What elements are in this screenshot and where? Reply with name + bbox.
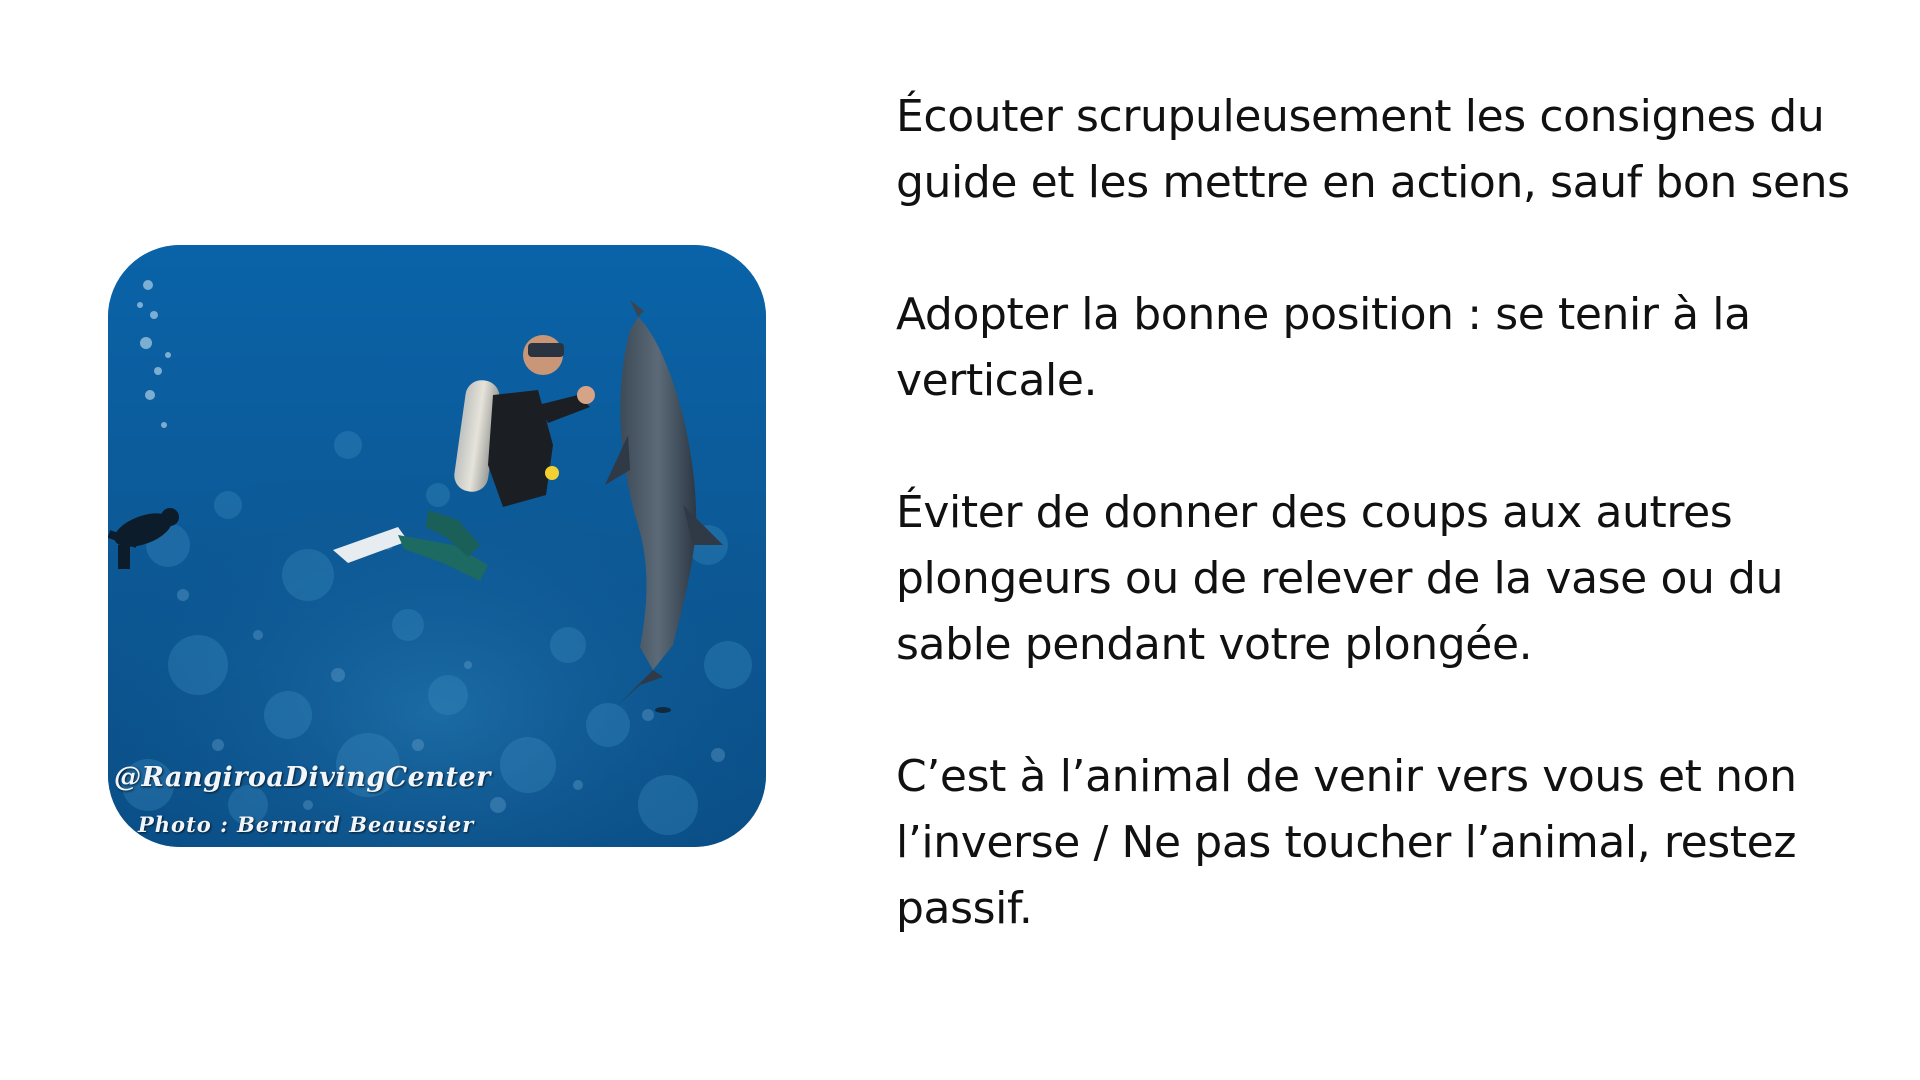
guideline-paragraph: Écouter scrupuleusement les consignes du guide et les mettre en action, sauf bon sens xyxy=(896,91,1850,208)
photo-credit: Photo : Bernard Beaussier xyxy=(138,812,475,837)
guideline-paragraph: Éviter de donner des coups aux autres plongeurs ou de relever de la vase ou du sable pendant votre plongée. xyxy=(896,487,1784,670)
underwater-scene-image xyxy=(108,245,766,847)
small-fish xyxy=(655,707,671,713)
guideline-paragraph: C’est à l’animal de venir vers vous et non l’inverse / Ne pas toucher l’animal, restez passif. xyxy=(896,751,1797,934)
dolphin-diver-photo xyxy=(108,245,766,847)
guideline-paragraph: Adopter la bonne position : se tenir à la verticale. xyxy=(896,289,1751,406)
photo-watermark: @RangiroaDivingCenter xyxy=(114,762,491,793)
guidelines-text xyxy=(896,84,1896,942)
